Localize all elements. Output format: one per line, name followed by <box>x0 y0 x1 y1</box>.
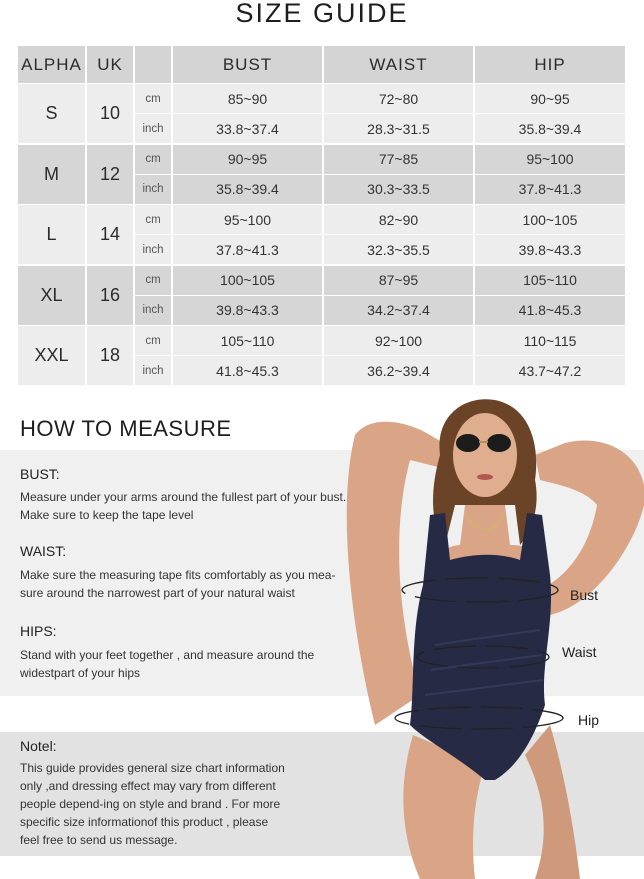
size-uk-cell: 16 <box>87 266 133 325</box>
model-right-leg <box>525 725 580 879</box>
hip-cm-cell: 110~115 <box>475 326 625 355</box>
hips-line: Stand with your feet together , and measure around the <box>20 648 315 662</box>
size-alpha-cell: L <box>18 205 85 264</box>
model-lips <box>477 474 493 480</box>
waist-inch-cell: 34.2~37.4 <box>324 296 473 325</box>
header-waist: WAIST <box>324 46 473 83</box>
unit-cm-label: cm <box>135 145 171 174</box>
waist-label: WAIST: <box>20 543 67 559</box>
hips-line: widestpart of your hips <box>20 666 141 680</box>
unit-inch-label: inch <box>135 175 171 204</box>
waist-cm-cell: 87~95 <box>324 266 473 295</box>
header-bust: BUST <box>173 46 322 83</box>
header-alpha: ALPHA <box>18 46 85 83</box>
how-to-measure-heading: HOW TO MEASURE <box>20 416 232 441</box>
size-uk-cell: 10 <box>87 84 133 143</box>
waist-inch-cell: 36.2~39.4 <box>324 356 473 385</box>
bust-callout: Bust <box>570 587 599 603</box>
size-alpha-cell: XL <box>18 266 85 325</box>
waist-callout: Waist <box>562 644 597 660</box>
hip-cm-cell: 100~105 <box>475 205 625 234</box>
waist-instructions <box>20 566 335 602</box>
size-alpha-cell: M <box>18 145 85 204</box>
size-alpha-cell: S <box>18 84 85 143</box>
size-uk-cell: 18 <box>87 326 133 385</box>
waist-line: Make sure the measuring tape fits comfortably as you mea- <box>20 568 336 582</box>
bust-inch-cell: 39.8~43.3 <box>173 296 322 325</box>
hip-inch-cell: 41.8~45.3 <box>475 296 625 325</box>
waist-cm-cell: 82~90 <box>324 205 473 234</box>
page-title: SIZE GUIDE <box>235 0 409 28</box>
header-unit <box>135 46 171 83</box>
hip-inch-cell: 43.7~47.2 <box>475 356 625 385</box>
bust-inch-cell: 37.8~41.3 <box>173 235 322 264</box>
model-photo <box>335 395 644 879</box>
bust-line: Make sure to keep the tape level <box>20 508 194 522</box>
waist-cm-cell: 77~85 <box>324 145 473 174</box>
bust-cm-cell: 105~110 <box>173 326 322 355</box>
hip-cm-cell: 105~110 <box>475 266 625 295</box>
bust-cm-cell: 85~90 <box>173 84 322 113</box>
hip-cm-cell: 90~95 <box>475 84 625 113</box>
bust-inch-cell: 35.8~39.4 <box>173 175 322 204</box>
waist-inch-cell: 30.3~33.5 <box>324 175 473 204</box>
bust-cm-cell: 100~105 <box>173 266 322 295</box>
note-line: people depend-ing on style and brand . For more <box>20 797 281 811</box>
bust-inch-cell: 41.8~45.3 <box>173 356 322 385</box>
note-text <box>20 759 285 849</box>
bust-line: Measure under your arms around the fullest part of your bust. <box>20 490 347 504</box>
hip-inch-cell: 35.8~39.4 <box>475 114 625 143</box>
sunglasses-icon <box>456 434 480 452</box>
size-uk-cell: 14 <box>87 205 133 264</box>
waist-inch-cell: 32.3~35.5 <box>324 235 473 264</box>
size-alpha-cell: XXL <box>18 326 85 385</box>
hip-cm-cell: 95~100 <box>475 145 625 174</box>
hip-callout: Hip <box>578 712 600 728</box>
unit-inch-label: inch <box>135 235 171 264</box>
bust-label: BUST: <box>20 466 60 482</box>
header-hip: HIP <box>475 46 625 83</box>
waist-cm-cell: 92~100 <box>324 326 473 355</box>
size-table <box>18 46 625 386</box>
sunglasses-lens <box>487 434 511 452</box>
unit-inch-label: inch <box>135 296 171 325</box>
header-uk: UK <box>87 46 133 83</box>
unit-cm-label: cm <box>135 205 171 234</box>
note-line: only ,and dressing effect may vary from different <box>20 779 276 793</box>
sunglasses-bridge <box>479 441 488 443</box>
bust-cm-cell: 95~100 <box>173 205 322 234</box>
note-line: specific size informationof this product , please <box>20 815 269 829</box>
waist-inch-cell: 28.3~31.5 <box>324 114 473 143</box>
hip-inch-cell: 39.8~43.3 <box>475 235 625 264</box>
note-line: This guide provides general size chart information <box>20 761 285 775</box>
unit-inch-label: inch <box>135 356 171 385</box>
waist-cm-cell: 72~80 <box>324 84 473 113</box>
unit-cm-label: cm <box>135 266 171 295</box>
unit-cm-label: cm <box>135 84 171 113</box>
bust-inch-cell: 33.8~37.4 <box>173 114 322 143</box>
model-face <box>453 413 517 497</box>
hip-inch-cell: 37.8~41.3 <box>475 175 625 204</box>
size-uk-cell: 12 <box>87 145 133 204</box>
note-line: feel free to send us message. <box>20 833 178 847</box>
hips-label: HIPS: <box>20 623 57 639</box>
hips-instructions <box>20 646 314 682</box>
bust-instructions <box>20 488 346 524</box>
unit-inch-label: inch <box>135 114 171 143</box>
note-label: Notel: <box>20 738 57 754</box>
waist-line: sure around the narrowest part of your natural waist <box>20 586 295 600</box>
bust-cm-cell: 90~95 <box>173 145 322 174</box>
unit-cm-label: cm <box>135 326 171 355</box>
